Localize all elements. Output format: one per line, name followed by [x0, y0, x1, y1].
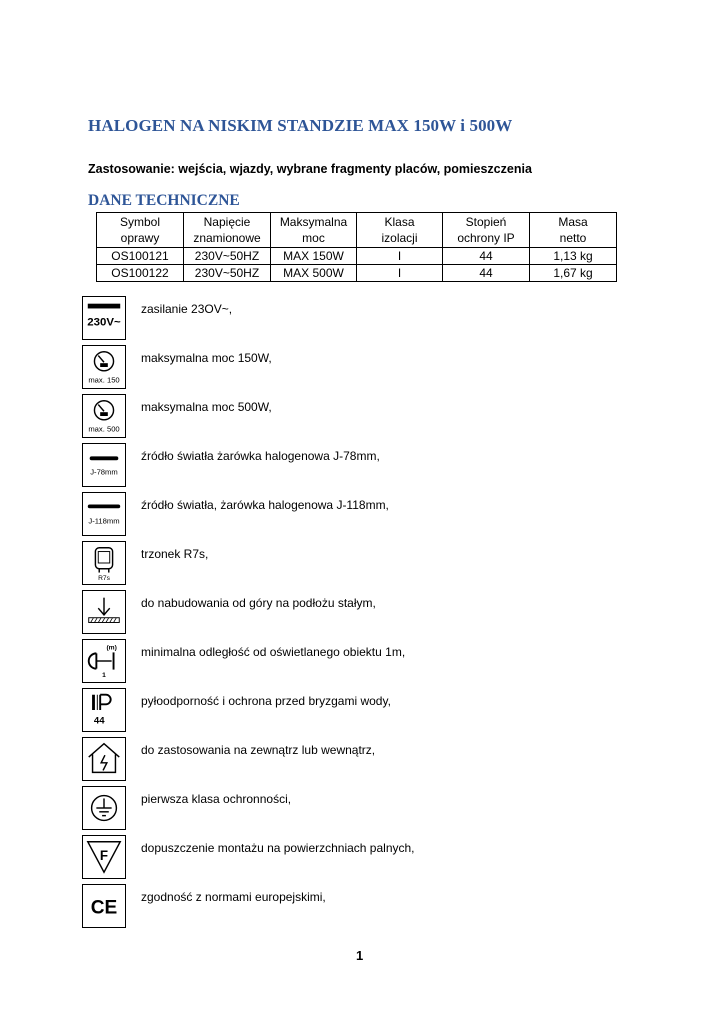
svg-text:max. 150: max. 150 [88, 375, 120, 385]
legend-item [82, 541, 682, 587]
legend-label: źródło światła żarówka halogenowa J-78mm, [141, 449, 380, 463]
svg-text:1: 1 [102, 672, 106, 680]
legend-item [82, 296, 682, 342]
table-cell: I [357, 265, 443, 282]
indoor-outdoor-icon [82, 737, 126, 781]
legend-item [82, 639, 682, 685]
header-cell: Symbol oprawy [97, 213, 184, 248]
flammable-surface-f-icon [82, 835, 126, 879]
legend-label: pierwsza klasa ochronności, [141, 792, 292, 806]
page-title: HALOGEN NA NISKIM STANDZIE MAX 150W i 500W [88, 116, 513, 135]
legend-label: minimalna odległość od oświetlanego obiektu 1m, [141, 645, 406, 659]
table-row [97, 265, 617, 282]
legend-item [82, 492, 682, 538]
ip44-icon [82, 688, 126, 732]
min-distance-icon [82, 639, 126, 683]
legend-item [82, 737, 682, 783]
legend-item [82, 835, 682, 881]
ce-mark-icon [82, 884, 126, 928]
voltage-230v-icon [82, 296, 126, 340]
legend-label: do nabudowania od góry na podłożu stałym, [141, 596, 376, 610]
surface-mount-icon [82, 590, 126, 634]
legend-item [82, 443, 682, 489]
table-row [97, 248, 617, 265]
header-cell: Napięcie znamionowe [184, 213, 271, 248]
table-cell: I [357, 248, 443, 265]
page-number: 1 [356, 948, 364, 963]
header-cell: Stopień ochrony IP [443, 213, 530, 248]
table-cell: 44 [443, 248, 530, 265]
table-cell: MAX 150W [271, 248, 357, 265]
max-power-150-icon [82, 345, 126, 389]
max-power-500-icon [82, 394, 126, 438]
svg-text:44: 44 [93, 715, 105, 727]
table-cell: MAX 500W [271, 265, 357, 282]
legend-item [82, 345, 682, 391]
svg-text:J-78mm: J-78mm [90, 467, 118, 477]
table-cell: 1,67 kg [530, 265, 617, 282]
bulb-j118-icon [82, 492, 126, 536]
legend-label: zgodność z normami europejskimi, [141, 890, 326, 904]
legend-label: zasilanie 23OV~, [141, 302, 233, 316]
header-cell: Maksymalna moc [271, 213, 357, 248]
table-cell: 1,13 kg [530, 248, 617, 265]
header-cell: Klasa izolacji [357, 213, 443, 248]
svg-text:230V~: 230V~ [87, 316, 121, 329]
table-cell: 230V~50HZ [184, 265, 271, 282]
legend-item [82, 590, 682, 636]
legend-item [82, 394, 682, 440]
spec-table [96, 212, 617, 282]
socket-r7s-icon [82, 541, 126, 585]
legend-label: źródło światła, żarówka halogenowa J-118mm, [141, 498, 389, 512]
svg-text:max. 500: max. 500 [88, 424, 120, 434]
table-cell: 44 [443, 265, 530, 282]
table-header-row [97, 213, 617, 248]
table-cell: 230V~50HZ [184, 248, 271, 265]
legend-label: maksymalna moc 500W, [141, 400, 272, 414]
svg-text:(m): (m) [106, 644, 117, 652]
legend-label: maksymalna moc 150W, [141, 351, 272, 365]
legend-item [82, 884, 682, 930]
legend-label: dopuszczenie montażu na powierzchniach palnych, [141, 841, 415, 855]
table-cell: OS100121 [97, 248, 184, 265]
svg-text:F: F [99, 847, 109, 863]
usage-text: Zastosowanie: wejścia, wjazdy, wybrane fragmenty placów, pomieszczenia [88, 162, 532, 176]
legend-label: pyłoodporność i ochrona przed bryzgami wody, [141, 694, 391, 708]
protection-class-1-icon [82, 786, 126, 830]
legend-item [82, 786, 682, 832]
bulb-j78-icon [82, 443, 126, 487]
table-cell: OS100122 [97, 265, 184, 282]
legend-item [82, 688, 682, 734]
section-title: DANE TECHNICZNE [88, 192, 240, 209]
svg-text:CE: CE [90, 897, 118, 919]
legend-label: trzonek R7s, [141, 547, 209, 561]
svg-text:R7s: R7s [98, 575, 110, 583]
header-cell: Masa netto [530, 213, 617, 248]
legend-label: do zastosowania na zewnątrz lub wewnątrz, [141, 743, 376, 757]
svg-text:J-118mm: J-118mm [88, 516, 120, 526]
